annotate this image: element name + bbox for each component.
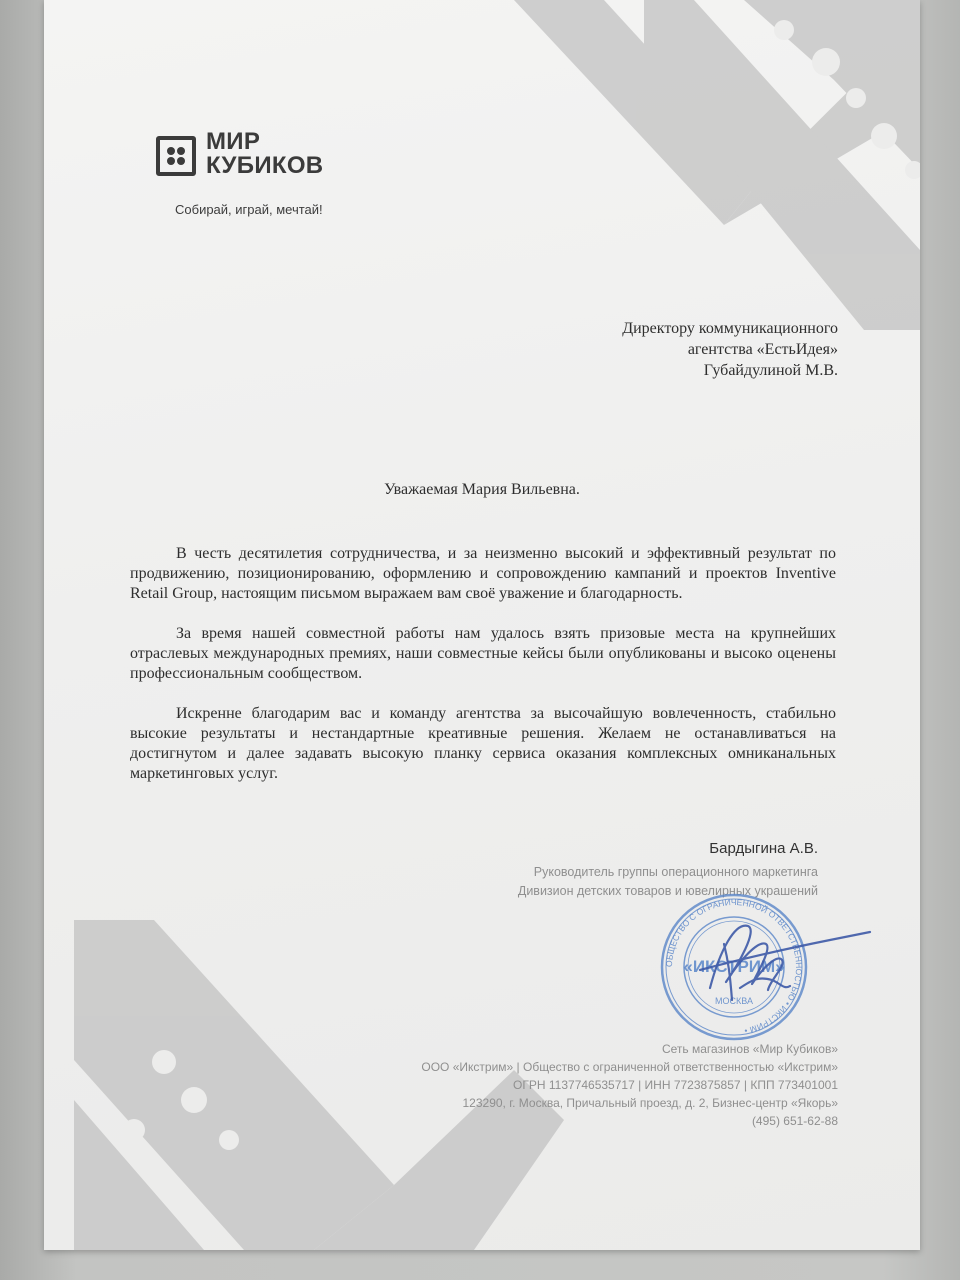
handwritten-signature bbox=[640, 910, 890, 1020]
logo-line-1: МИР bbox=[206, 128, 261, 155]
signer-division: Дивизион детских товаров и ювелирных украшений bbox=[517, 884, 818, 898]
letter-body bbox=[130, 544, 836, 804]
body-paragraph: За время нашей совместной работы нам удалось взять призовые места на крупнейших отраслевых международных премиях, наши совместные кейсы были опубликованы и высоко оценены профессиональным сообществом. bbox=[130, 625, 836, 682]
stamp-ring-text: ОБЩЕСТВО С ОГРАНИЧЕННОЙ ОТВЕТСТВЕННОСТЬЮ • ИКСТРИМ • bbox=[663, 896, 805, 1037]
slogan: Собирай, играй, мечтай! bbox=[175, 202, 323, 217]
addressee-line: агентства «ЕстьИдея» bbox=[687, 341, 838, 358]
body-paragraph: В честь десятилетия сотрудничества, и за неизменно высокий и эффективный результат по продвижению, позиционированию, оформлению и сопровождению кампаний и проектов Inventive Retail Group, настоящим письмом выражаем вам своё уважение и благодарность. bbox=[130, 545, 836, 602]
letter-sheet bbox=[44, 0, 920, 1250]
addressee-block bbox=[622, 318, 838, 381]
signer-name: Бардыгина А.В. bbox=[709, 840, 818, 857]
company-footer bbox=[421, 1040, 838, 1130]
logo-cube-icon bbox=[156, 136, 196, 176]
greeting: Уважаемая Мария Вильевна. bbox=[384, 481, 580, 498]
logo-wordmark bbox=[206, 130, 386, 178]
footer-line: Сеть магазинов «Мир Кубиков» bbox=[661, 1042, 838, 1056]
footer-line: (495) 651-62-88 bbox=[751, 1114, 838, 1128]
addressee-line: Губайдулиной М.В. bbox=[703, 362, 838, 379]
logo-line-2: КУБИКОВ bbox=[206, 152, 324, 179]
footer-line: ОГРН 1137746535717 | ИНН 7723875857 | КПП 773401001 bbox=[513, 1078, 838, 1092]
signer-role: Руководитель группы операционного маркетинга bbox=[533, 865, 818, 879]
body-paragraph: Искренне благодарим вас и команду агентства за высочайшую вовлеченность, стабильно высокие результаты и нестандартные креативные решения. Желаем не останавливаться на достигнутом и далее задавать высокую планку сервиса оказания комплексных омниканальных маркетинговых услуг. bbox=[130, 705, 836, 782]
footer-line: 123290, г. Москва, Причальный проезд, д. 2, Бизнес-центр «Якорь» bbox=[462, 1096, 838, 1110]
stamp-city-text: МОСКВА bbox=[715, 996, 753, 1006]
stamp-center-text: «ИКСТРИМ» bbox=[683, 957, 785, 976]
addressee-line: Директору коммуникационного bbox=[622, 320, 838, 337]
footer-line: ООО «Икстрим» | Общество с ограниченной ответственностью «Икстрим» bbox=[421, 1060, 838, 1074]
